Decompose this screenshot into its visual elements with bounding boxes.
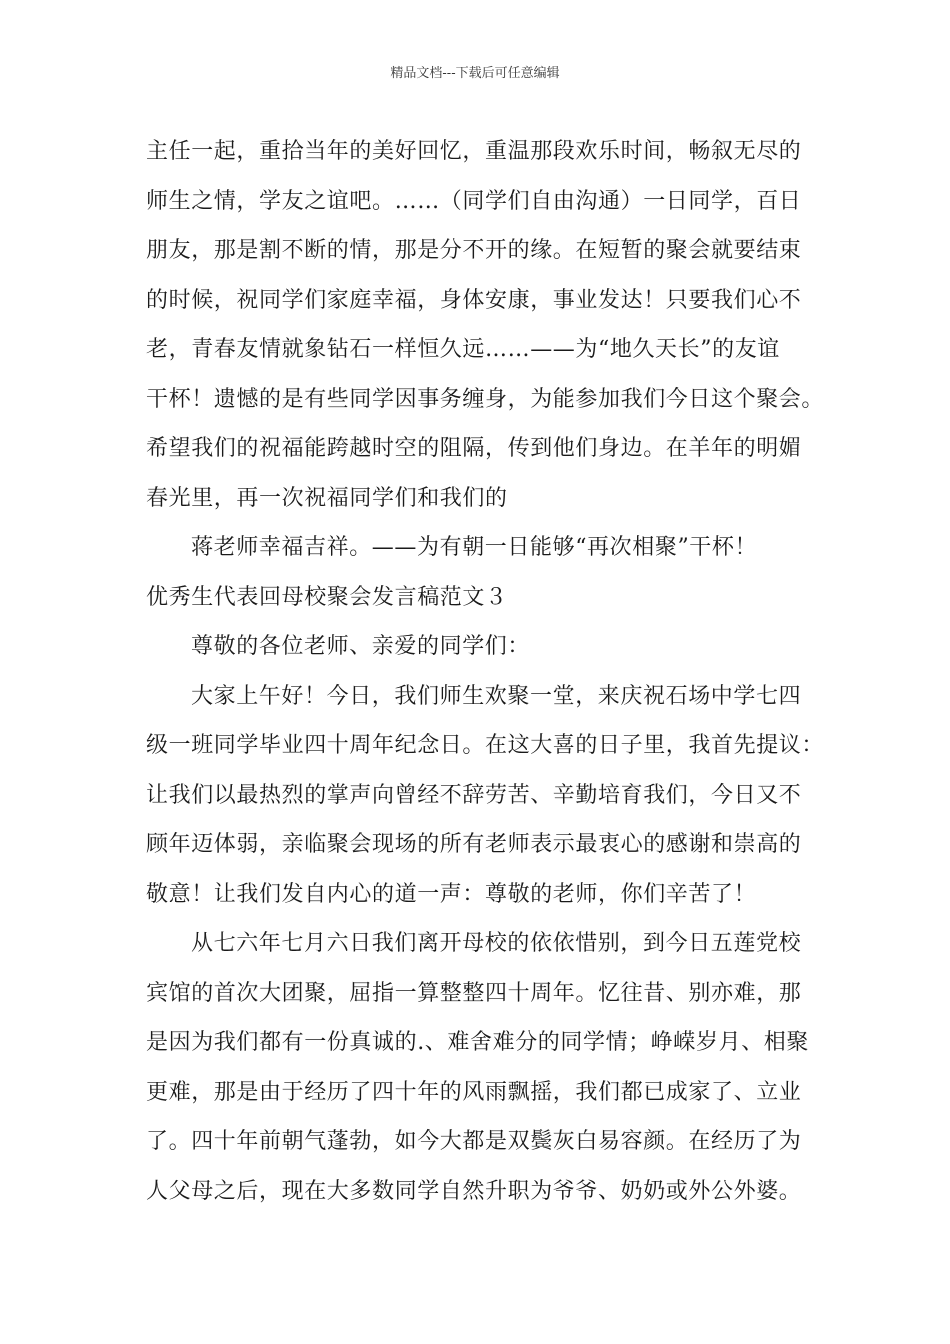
text-line: 优秀生代表回母校聚会发言稿范文３ <box>146 584 508 610</box>
text-line: 了。四十年前朝气蓬勃，如今大都是双鬓灰白易容颜。在经历了为 <box>146 1129 802 1154</box>
text-line: 让我们以最热烈的掌声向曾经不辞劳苦、辛勤培育我们，今日又不 <box>146 782 802 808</box>
text-line: 大家上午好！今日，我们师生欢聚一堂，来庆祝石场中学七四 <box>191 683 802 709</box>
text-line: 老，青春友情就象钻石一样恒久远……——为“地久天长”的友谊 <box>146 337 780 362</box>
document-body <box>146 127 826 1216</box>
text-line: 蒋老师幸福吉祥。——为有朝一日能够“再次相聚”干杯！ <box>191 535 758 560</box>
text-line: 敬意！让我们发自内心的道一声：尊敬的老师，你们辛苦了！ <box>146 881 757 907</box>
text-line: 更难，那是由于经历了四十年的风雨飘摇，我们都已成家了、立业 <box>146 1079 802 1105</box>
text-line: 宾馆的首次大团聚，屈指一算整整四十周年。忆往昔、别亦难，那 <box>146 980 802 1006</box>
text-line: 春光里，再一次祝福同学们和我们的 <box>146 485 508 511</box>
text-line: 从七六年七月六日我们离开母校的依依惜别，到今日五莲党校 <box>191 931 802 956</box>
text-line: 顾年迈体弱，亲临聚会现场的所有老师表示最衷心的感谢和崇高的 <box>146 832 802 857</box>
text-line: 干杯！遗憾的是有些同学因事务缠身，为能参加我们今日这个聚会。 <box>146 386 825 412</box>
page-header: 精品文档---下载后可任意编辑 <box>390 66 560 81</box>
text-line: 希望我们的祝福能跨越时空的阻隔，传到他们身边。在羊年的明媚 <box>146 436 802 461</box>
text-line: 朋友，那是割不断的情，那是分不开的缘。在短暂的聚会就要结束 <box>146 238 802 263</box>
text-line: 师生之情，学友之谊吧。……（同学们自由沟通）一日同学，百日 <box>146 188 802 214</box>
text-line: 人父母之后，现在大多数同学自然升职为爷爷、奶奶或外公外婆。 <box>146 1178 802 1204</box>
text-line: 主任一起，重拾当年的美好回忆，重温那段欢乐时间，畅叙无尽的 <box>146 139 802 164</box>
text-line: 的时候，祝同学们家庭幸福，身体安康，事业发达！只要我们心不 <box>146 287 802 313</box>
text-line: 尊敬的各位老师、亲爱的同学们： <box>191 634 531 659</box>
text-line: 是因为我们都有一份真诚的.、难舍难分的同学情；峥嵘岁月、相聚 <box>146 1030 809 1055</box>
text-line: 级一班同学毕业四十周年纪念日。在这大喜的日子里，我首先提议： <box>146 733 825 758</box>
